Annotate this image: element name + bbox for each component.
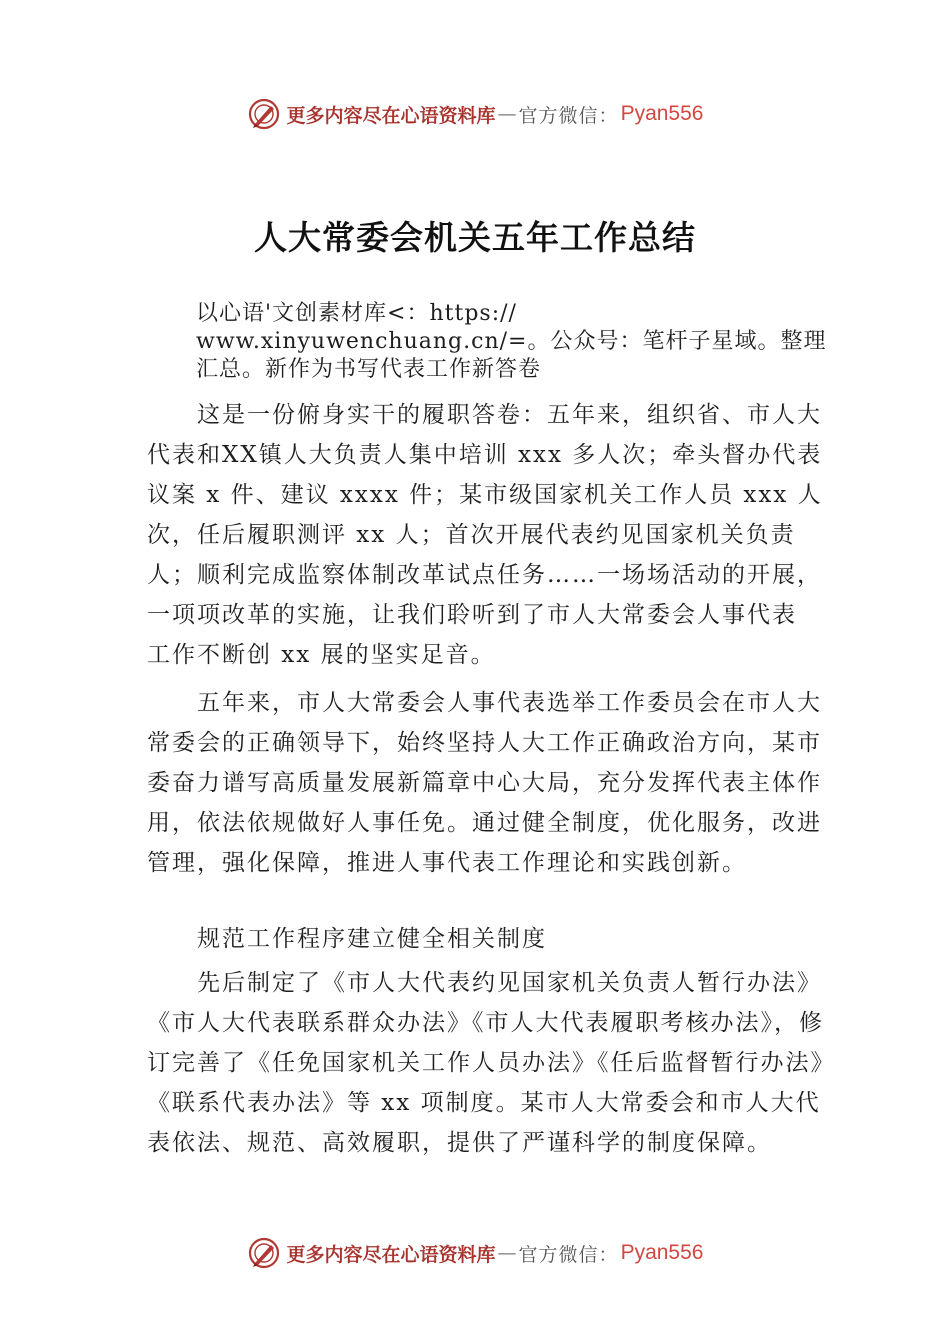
source-line: 以心语'文创素材库<：https://: [196, 301, 517, 326]
paragraph: 五年来，市人大常委会人事代表选举工作委员会在市人大常委会的正确领导下，始终坚持人大工作正确政治方向，某市委奋力谱写高质量发展新篇章中心大局，充分发挥代表主体作用，依法依规做好人事任免。通过健全制度，优化服务，改进管理，强化保障，推进人事代表工作理论和实践创新。: [147, 690, 822, 876]
source-note: [196, 300, 826, 384]
banner-official-label: 官方微信：: [518, 104, 619, 127]
banner-separator: —: [497, 1242, 517, 1264]
banner-separator: —: [497, 103, 517, 125]
header-banner: [0, 94, 950, 134]
body-section-2: [147, 683, 827, 883]
source-line: www.xinyuwenchuang.cn/=。公众号：笔杆子星域。整理: [196, 329, 827, 354]
banner-official-label: 官方微信：: [518, 1243, 619, 1266]
paragraph: 这是一份俯身实干的履职答卷：五年来，组织省、市人大代表和XX镇人大负责人集中培训 xxx 多人次；牵头督办代表议案 x 件、建议 xxxx 件；某市级国家机关工作人员 xxx 人次，任后履职测评 xx 人；首次开展代表约见国家机关负责人；顺利完成监察体制改革试点任务……一场场活动的开展， 一项项改革的实施，让我们聆听到了市人大常委会人事代表 工作不断创 xx 展的坚实足音。: [147, 402, 823, 668]
source-line: 汇总。新作为书写代表工作新答卷: [196, 357, 542, 382]
pen-logo-icon: [247, 97, 281, 131]
banner-text: 更多内容尽在心语资料库: [286, 104, 496, 127]
document-title: 人大常委会机关五年工作总结: [254, 218, 696, 257]
footer-banner: [0, 1233, 950, 1273]
paragraph: 先后制定了《市人大代表约见国家机关负责人暂行办法》《市人大代表联系群众办法》《市人大代表履职考核办法》，修订完善了《任免国家机关工作人员办法》《任后监督暂行办法》《联系代表办法》等 xx 项制度。某市人大常委会和市人大代表依法、规范、高效履职，提供了严谨科学的制度保障。: [147, 970, 824, 1156]
section-heading: 规范工作程序建立健全相关制度: [197, 926, 547, 952]
body-section-3: [147, 919, 827, 959]
body-section-4: [147, 963, 827, 1163]
body-section-1: [147, 395, 827, 675]
banner-wechat-id: Pyan556: [620, 102, 704, 125]
pen-logo-icon: [247, 1236, 281, 1270]
banner-text: 更多内容尽在心语资料库: [286, 1243, 496, 1266]
banner-wechat-id: Pyan556: [620, 1241, 704, 1264]
